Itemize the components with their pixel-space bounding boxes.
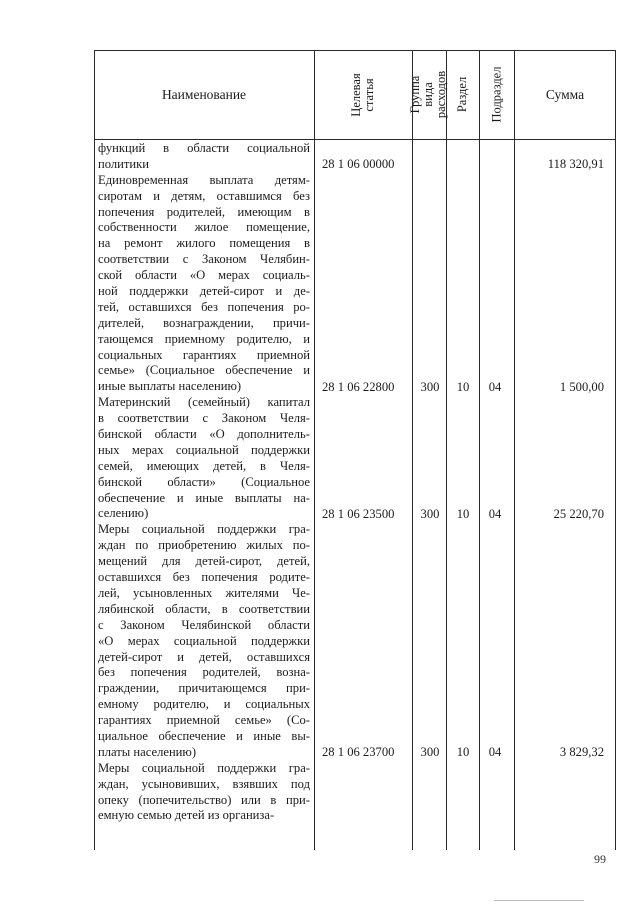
header-section-cell bbox=[446, 50, 479, 139]
row-text-line: дителей, вознаграждении, причи- bbox=[98, 315, 310, 330]
row-text-line: емную семью детей из организа- bbox=[98, 808, 275, 823]
header-target-article-cell bbox=[314, 50, 412, 139]
header-amount: Сумма bbox=[545, 86, 585, 102]
row-text-line: бинской области» (Социальное bbox=[98, 474, 310, 489]
target-article-cell: 28 1 06 22800 bbox=[322, 379, 395, 394]
row-text-line: ской области «О мерах социаль- bbox=[98, 268, 310, 283]
row-text-line: мещений для детей-сирот, детей, bbox=[98, 554, 310, 569]
header-expense-group: Группа вида расходов bbox=[408, 70, 449, 119]
page-number: 99 bbox=[594, 852, 606, 866]
row-text-line: без попечения родителей, возна- bbox=[98, 665, 310, 680]
row-text-line: Меры социальной поддержки гра- bbox=[98, 760, 310, 775]
row-text-line: с Законом Челябинской области bbox=[98, 617, 310, 632]
header-subsection: Подраздел bbox=[489, 66, 503, 123]
row-text-line: семье» (Социальное обеспечение и bbox=[98, 363, 310, 378]
header-target-article: Целевая статья bbox=[349, 72, 376, 117]
row-text-line: тей, оставшихся без попечения ро- bbox=[98, 299, 310, 314]
row-text-line: ных мерах социальной поддержки bbox=[98, 442, 310, 457]
row-text-line: иные выплаты населению) bbox=[98, 379, 242, 394]
section-cell: 10 bbox=[456, 745, 470, 760]
col-divider-section bbox=[479, 50, 480, 850]
header-section: Раздел bbox=[455, 76, 470, 113]
footer-rule bbox=[494, 900, 584, 901]
col-divider-right bbox=[615, 50, 616, 850]
section-cell: 10 bbox=[456, 379, 470, 394]
col-divider-name bbox=[314, 50, 315, 850]
row-text-line: на ремонт жилого помещения в bbox=[98, 236, 310, 251]
header-name: Наименование bbox=[161, 86, 247, 102]
row-text-line: лей, усыновленных жителями Че- bbox=[98, 585, 310, 600]
row-text-line: сиротам и детям, оставшимся без bbox=[98, 188, 310, 203]
amount-cell: 118 320,91 bbox=[547, 156, 604, 171]
row-text-line: емному родителю, и социальных bbox=[98, 697, 310, 712]
target-article-cell: 28 1 06 23500 bbox=[322, 506, 395, 521]
subsection-cell: 04 bbox=[488, 379, 502, 394]
header-bottom-border bbox=[94, 139, 616, 140]
row-text-line: попечения родителей, имеющим в bbox=[98, 204, 310, 219]
row-text-line: циальное обеспечение и иные вы- bbox=[98, 728, 310, 743]
section-cell: 10 bbox=[456, 506, 470, 521]
row-text-line: функций в области социальной bbox=[98, 141, 310, 155]
row-text-line: бинской области «О дополнитель- bbox=[98, 427, 310, 442]
row-text-line: ждан по приобретению жилых по- bbox=[98, 538, 310, 553]
row-text-line: политики bbox=[98, 156, 149, 171]
row-text-line: селению) bbox=[98, 506, 149, 521]
row-text-line: собственности жилое помещение, bbox=[98, 220, 310, 235]
row-text-line: опеку (попечительство) или в при- bbox=[98, 792, 310, 807]
subsection-cell: 04 bbox=[488, 506, 502, 521]
row-text-line: обеспечение и иные выплаты на- bbox=[98, 490, 310, 505]
row-text-line: оставшихся без попечения родите- bbox=[98, 570, 310, 585]
expense-group-cell: 300 bbox=[420, 506, 440, 521]
row-text-line: Материнский (семейный) капитал bbox=[98, 395, 310, 410]
row-text-line: Меры социальной поддержки гра- bbox=[98, 522, 310, 537]
col-divider-code bbox=[412, 50, 413, 850]
row-text-line: гарантиях приемной семье» (Со- bbox=[98, 713, 310, 728]
expense-group-cell: 300 bbox=[420, 379, 440, 394]
expense-group-cell: 300 bbox=[420, 745, 440, 760]
col-divider-group bbox=[446, 50, 447, 850]
header-expense-group-cell bbox=[408, 50, 449, 139]
amount-cell: 3 829,32 bbox=[559, 745, 604, 760]
amount-cell: 1 500,00 bbox=[559, 379, 604, 394]
subsection-cell: 04 bbox=[488, 745, 502, 760]
col-divider-left bbox=[94, 50, 95, 850]
row-text-line: детей-сирот и детей, оставшихся bbox=[98, 649, 310, 664]
row-text-line: граждении, причитающемся при- bbox=[98, 681, 310, 696]
row-text-line: ной поддержки детей-сирот и де- bbox=[98, 284, 310, 299]
target-article-cell: 28 1 06 00000 bbox=[322, 156, 395, 171]
target-article-cell: 28 1 06 23700 bbox=[322, 745, 395, 760]
row-text-line: Единовременная выплата детям- bbox=[98, 172, 310, 187]
row-text-line: в соответствии с Законом Челя- bbox=[98, 411, 310, 426]
row-text-line: лябинской области, в соответствии bbox=[98, 601, 310, 616]
row-text-line: социальных гарантиях приемной bbox=[98, 347, 310, 362]
row-text-line: ждан, усыновивших, взявших под bbox=[98, 776, 310, 791]
row-text-line: семей, имеющих детей, в Челя- bbox=[98, 458, 310, 473]
row-text-line: платы населению) bbox=[98, 744, 197, 759]
row-text-line: «О мерах социальной поддержки bbox=[98, 633, 310, 648]
col-divider-subsection bbox=[514, 50, 515, 850]
row-text-line: соответствии с Законом Челябин- bbox=[98, 252, 310, 267]
name-column bbox=[98, 141, 310, 824]
header-subsection-cell bbox=[479, 50, 514, 139]
amount-cell: 25 220,70 bbox=[553, 506, 604, 521]
row-text-line: тающемся приемному родителю, и bbox=[98, 331, 310, 346]
